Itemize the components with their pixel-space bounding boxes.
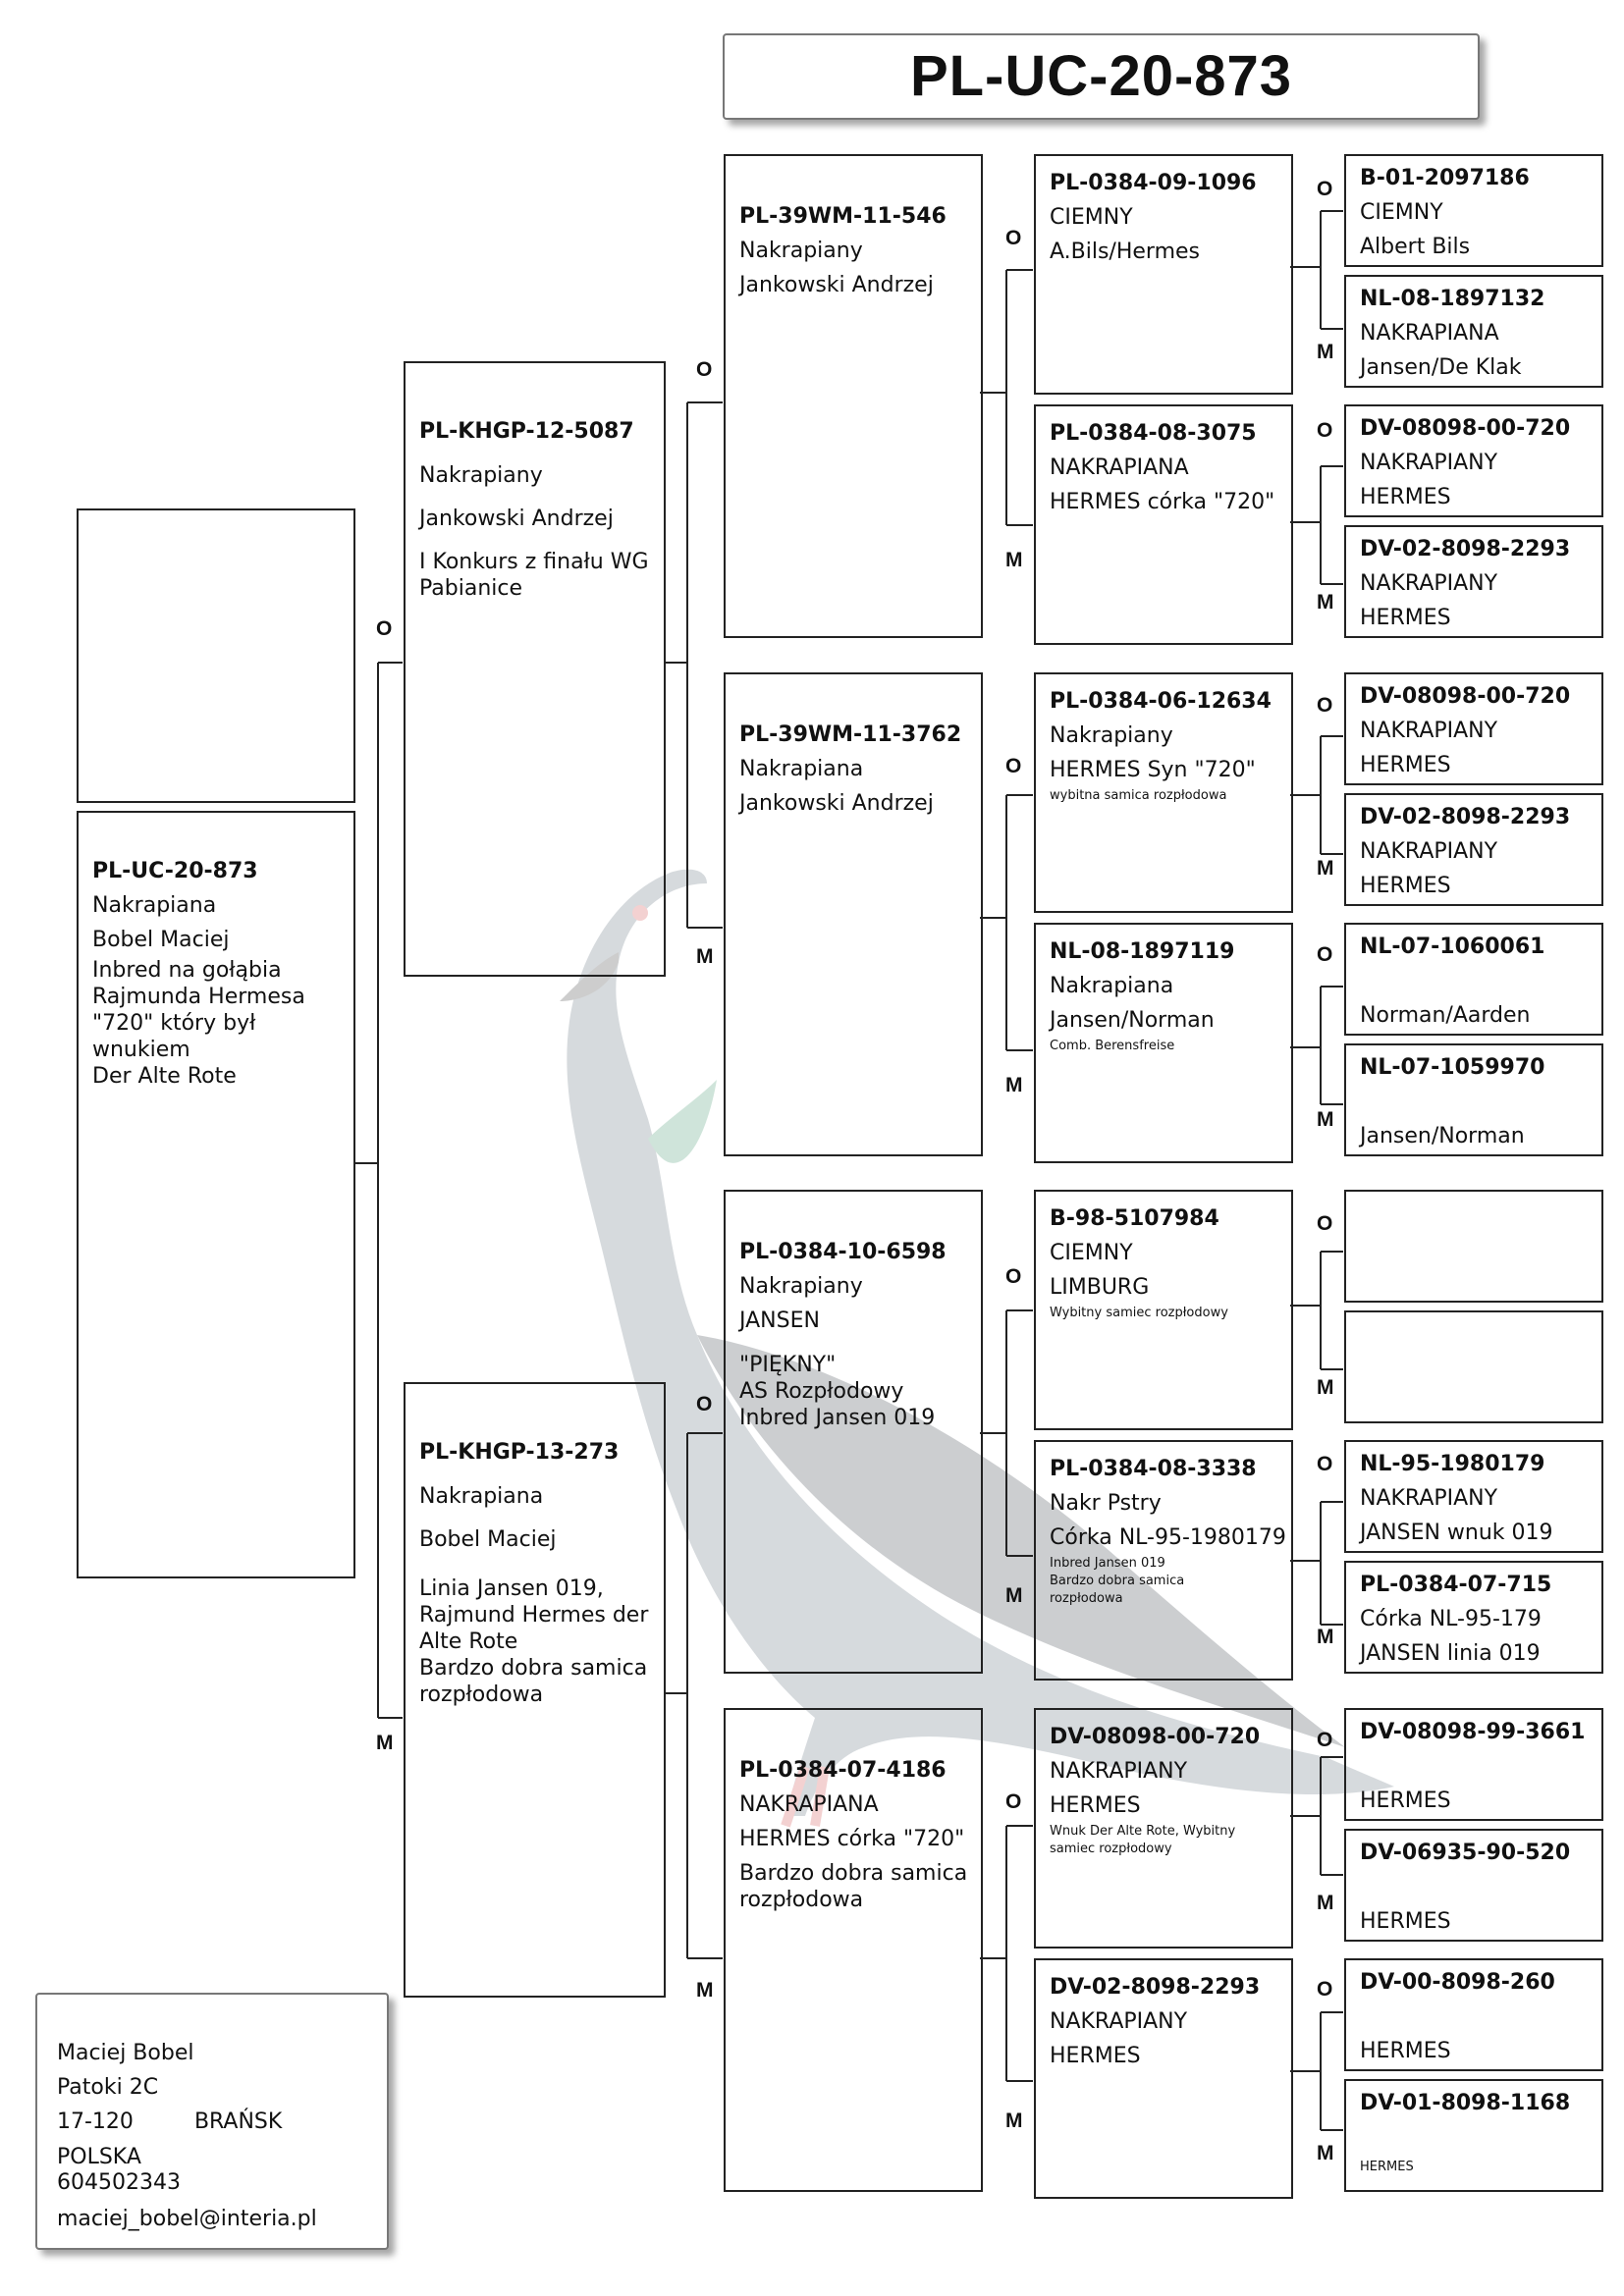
label-mother: M <box>1317 591 1334 614</box>
label-father: O <box>1317 1453 1333 1475</box>
label-mother: M <box>1317 1108 1334 1131</box>
sire-ring: PL-KHGP-12-5087 <box>419 419 634 444</box>
gen4-ring: DV-01-8098-1168 <box>1360 2091 1571 2115</box>
gen4-color <box>1346 2000 1601 2034</box>
gen4-ring: DV-06935-90-520 <box>1360 1841 1571 1865</box>
gen3-color: NAKRAPIANA <box>1050 455 1189 480</box>
subject-breeder: Bobel Maciej <box>92 928 230 952</box>
gen2-color: NAKRAPIANA <box>739 1792 879 1817</box>
gen4-ring: DV-02-8098-2293 <box>1360 537 1571 561</box>
gen4-card-9[interactable] <box>1344 1190 1603 1303</box>
owner-phone: 604502343 <box>57 2170 181 2195</box>
gen3-ring: PL-0384-06-12634 <box>1050 689 1272 714</box>
label-father: O <box>1005 227 1022 249</box>
label-mother: M <box>1005 549 1023 571</box>
gen2-card-3[interactable] <box>724 1190 983 1674</box>
gen3-color: Nakrapiany <box>1050 723 1173 748</box>
gen3-ring: NL-08-1897119 <box>1050 939 1235 964</box>
gen4-ring: B-01-2097186 <box>1360 166 1530 190</box>
page-title: PL-UC-20-873 <box>909 44 1293 108</box>
owner-street: Patoki 2C <box>57 2075 159 2100</box>
gen3-breeder: HERMES <box>1050 1793 1141 1818</box>
gen4-color: CIEMNY <box>1360 200 1443 225</box>
owner-postal: 17-120 <box>57 2109 134 2134</box>
gen4-card-3[interactable] <box>1344 404 1603 517</box>
gen4-card-1[interactable] <box>1344 154 1603 267</box>
label-father: O <box>1317 1212 1333 1235</box>
gen3-note: Wybitny samiec rozpłodowy <box>1050 1306 1228 1320</box>
gen2-ring: PL-0384-07-4186 <box>739 1758 947 1783</box>
gen3-color: CIEMNY <box>1050 205 1133 230</box>
dam-note: Linia Jansen 019, Rajmund Hermes der Alte Rote Bardzo dobra samica rozpłodowa <box>419 1576 649 1707</box>
gen3-breeder: Jansen/Norman <box>1050 1008 1215 1033</box>
gen4-ring: DV-02-8098-2293 <box>1360 805 1571 829</box>
gen4-ring: DV-08098-00-720 <box>1360 416 1571 441</box>
gen4-card-13[interactable] <box>1344 1708 1603 1821</box>
gen4-breeder: HERMES <box>1360 606 1451 630</box>
gen3-note: wybitna samica rozpłodowa <box>1050 788 1227 803</box>
dam-card[interactable] <box>404 1382 666 1998</box>
owner-name: Maciej Bobel <box>57 2041 194 2065</box>
title-box <box>723 33 1480 120</box>
label-father: O <box>1317 1978 1333 2001</box>
owner-country: POLSKA <box>57 2145 141 2169</box>
gen4-card-7[interactable] <box>1344 923 1603 1036</box>
gen4-color: NAKRAPIANY <box>1360 839 1498 864</box>
label-father: O <box>1317 1729 1333 1751</box>
gen4-breeder: HERMES <box>1360 2160 1414 2174</box>
gen4-color <box>1346 1749 1601 1784</box>
gen4-color: NAKRAPIANY <box>1360 571 1498 596</box>
label-father: O <box>376 617 393 640</box>
dam-color: Nakrapiana <box>419 1484 544 1509</box>
gen3-ring: PL-0384-08-3338 <box>1050 1457 1257 1481</box>
gen3-note: Comb. Berensfreise <box>1050 1039 1175 1053</box>
sire-breeder: Jankowski Andrzej <box>419 507 614 531</box>
label-mother: M <box>1005 2109 1023 2132</box>
label-mother: M <box>1317 341 1334 363</box>
gen4-ring: NL-08-1897132 <box>1360 287 1545 311</box>
gen4-color <box>1346 1085 1601 1119</box>
label-father: O <box>1005 1790 1022 1813</box>
gen3-card-5[interactable] <box>1034 1190 1293 1430</box>
gen2-breeder: HERMES córka "720" <box>739 1827 965 1851</box>
sire-note: I Konkurs z finału WG Pabianice <box>419 550 649 601</box>
gen4-card-14[interactable] <box>1344 1829 1603 1942</box>
label-father: O <box>1005 755 1022 777</box>
gen3-breeder: A.Bils/Hermes <box>1050 240 1201 264</box>
gen4-card-15[interactable] <box>1344 1958 1603 2071</box>
gen2-card-4[interactable] <box>724 1708 983 2192</box>
gen4-ring: DV-08098-99-3661 <box>1360 1720 1586 1744</box>
owner-city: BRAŃSK <box>193 2109 283 2134</box>
gen3-ring: B-98-5107984 <box>1050 1206 1219 1231</box>
gen4-breeder: Jansen/De Klak <box>1360 355 1522 380</box>
gen3-breeder: Córka NL-95-1980179 <box>1050 1525 1286 1550</box>
gen4-breeder: Norman/Aarden <box>1360 1003 1531 1028</box>
gen2-card-2[interactable] <box>724 672 983 1156</box>
gen2-breeder: Jankowski Andrzej <box>739 273 934 297</box>
label-mother: M <box>1317 857 1334 880</box>
gen4-ring: DV-00-8098-260 <box>1360 1970 1555 1995</box>
gen4-color: NAKRAPIANA <box>1360 321 1499 346</box>
gen2-breeder: JANSEN <box>739 1308 820 1333</box>
label-mother: M <box>696 1979 714 2002</box>
sire-card[interactable] <box>404 361 666 977</box>
label-mother: M <box>1005 1074 1023 1096</box>
gen4-color: NAKRAPIANY <box>1360 1486 1498 1511</box>
gen3-ring: DV-08098-00-720 <box>1050 1725 1261 1749</box>
gen2-color: Nakrapiany <box>739 239 863 263</box>
label-mother: M <box>1005 1584 1023 1607</box>
gen2-card-1[interactable] <box>724 154 983 638</box>
label-father: O <box>1005 1265 1022 1288</box>
gen4-color: Córka NL-95-179 <box>1360 1607 1542 1631</box>
gen4-card-10[interactable] <box>1344 1310 1603 1423</box>
gen4-card-5[interactable] <box>1344 672 1603 785</box>
gen2-note: "PIĘKNY" AS Rozpłodowy Inbred Jansen 019 <box>739 1353 936 1430</box>
gen4-ring: PL-0384-07-715 <box>1360 1573 1552 1597</box>
gen3-color: Nakr Pstry <box>1050 1491 1162 1516</box>
label-mother: M <box>1317 2142 1334 2164</box>
gen3-color: NAKRAPIANY <box>1050 2009 1188 2034</box>
label-father: O <box>1317 419 1333 442</box>
owner-card <box>35 1993 389 2250</box>
gen4-card-16[interactable] <box>1344 2079 1603 2192</box>
gen2-color: Nakrapiana <box>739 757 864 781</box>
gen3-card-4[interactable] <box>1034 923 1293 1163</box>
gen4-breeder: Albert Bils <box>1360 235 1471 259</box>
photo-frame <box>77 508 355 803</box>
gen4-color: NAKRAPIANY <box>1360 451 1498 475</box>
subject-ring: PL-UC-20-873 <box>92 859 258 883</box>
gen4-card-4[interactable] <box>1344 525 1603 638</box>
gen2-ring: PL-39WM-11-3762 <box>739 722 962 747</box>
gen4-breeder: HERMES <box>1360 485 1451 509</box>
sire-color: Nakrapiany <box>419 463 543 488</box>
gen3-breeder: HERMES <box>1050 2044 1141 2068</box>
subject-note: Inbred na gołąbia Rajmunda Hermesa "720" który był wnukiem Der Alte Rote <box>92 958 305 1089</box>
gen4-breeder: HERMES <box>1360 874 1451 898</box>
dam-ring: PL-KHGP-13-273 <box>419 1440 620 1465</box>
gen4-breeder: HERMES <box>1360 2039 1451 2063</box>
gen4-breeder: Jansen/Norman <box>1360 1124 1525 1148</box>
gen3-note: Inbred Jansen 019 Bardzo dobra samica rozpłodowa <box>1050 1556 1185 1606</box>
gen3-card-8[interactable] <box>1034 1958 1293 2199</box>
label-father: O <box>1317 694 1333 717</box>
gen3-card-7[interactable] <box>1034 1708 1293 1949</box>
gen3-note: Wnuk Der Alte Rote, Wybitny samiec rozpłodowy <box>1050 1824 1236 1856</box>
gen3-ring: DV-02-8098-2293 <box>1050 1975 1261 2000</box>
label-mother: M <box>1317 1892 1334 1914</box>
gen2-color: Nakrapiany <box>739 1274 863 1299</box>
owner-email[interactable]: maciej_bobel@interia.pl <box>57 2207 317 2231</box>
gen3-card-3[interactable] <box>1034 672 1293 913</box>
gen3-card-6[interactable] <box>1034 1440 1293 1681</box>
gen4-breeder: HERMES <box>1360 1789 1451 1813</box>
gen4-card-11[interactable] <box>1344 1440 1603 1553</box>
gen3-ring: PL-0384-09-1096 <box>1050 171 1257 195</box>
gen2-ring: PL-0384-10-6598 <box>739 1240 947 1264</box>
gen4-ring: NL-07-1060061 <box>1360 934 1545 959</box>
label-mother: M <box>1317 1376 1334 1399</box>
label-father: O <box>1317 943 1333 966</box>
gen4-ring: NL-07-1059970 <box>1360 1055 1545 1080</box>
gen3-breeder: HERMES córka "720" <box>1050 490 1275 514</box>
label-mother: M <box>1317 1626 1334 1648</box>
gen4-breeder: JANSEN linia 019 <box>1360 1641 1541 1666</box>
gen4-ring: DV-08098-00-720 <box>1360 684 1571 709</box>
subject-color: Nakrapiana <box>92 893 217 918</box>
owner-address-line <box>37 2105 387 2139</box>
gen3-card-1[interactable] <box>1034 154 1293 395</box>
gen3-breeder: HERMES Syn "720" <box>1050 758 1256 782</box>
label-mother: M <box>696 945 714 968</box>
gen3-color: Nakrapiana <box>1050 974 1174 998</box>
gen4-color <box>1346 964 1601 998</box>
subject-card[interactable] <box>77 811 355 1578</box>
gen2-ring: PL-39WM-11-546 <box>739 204 947 229</box>
label-mother: M <box>376 1732 394 1754</box>
gen4-card-12[interactable] <box>1344 1561 1603 1674</box>
gen4-breeder: HERMES <box>1360 753 1451 777</box>
gen4-breeder: JANSEN wnuk 019 <box>1360 1521 1553 1545</box>
dam-breeder: Bobel Maciej <box>419 1527 557 1552</box>
gen4-color <box>1346 1870 1601 1904</box>
gen3-ring: PL-0384-08-3075 <box>1050 421 1257 446</box>
gen3-card-2[interactable] <box>1034 404 1293 645</box>
label-father: O <box>696 358 713 381</box>
gen3-color: NAKRAPIANY <box>1050 1759 1188 1784</box>
gen4-card-6[interactable] <box>1344 793 1603 906</box>
gen4-card-8[interactable] <box>1344 1043 1603 1156</box>
label-father: O <box>1317 178 1333 200</box>
gen4-ring: NL-95-1980179 <box>1360 1452 1545 1476</box>
label-father: O <box>696 1393 713 1415</box>
gen2-note: Bardzo dobra samica rozpłodowa <box>739 1861 968 1912</box>
gen3-color: CIEMNY <box>1050 1241 1133 1265</box>
gen3-breeder: LIMBURG <box>1050 1275 1150 1300</box>
gen2-breeder: Jankowski Andrzej <box>739 791 934 816</box>
gen4-card-2[interactable] <box>1344 275 1603 388</box>
gen4-color: NAKRAPIANY <box>1360 719 1498 743</box>
gen4-breeder: HERMES <box>1360 1909 1451 1934</box>
